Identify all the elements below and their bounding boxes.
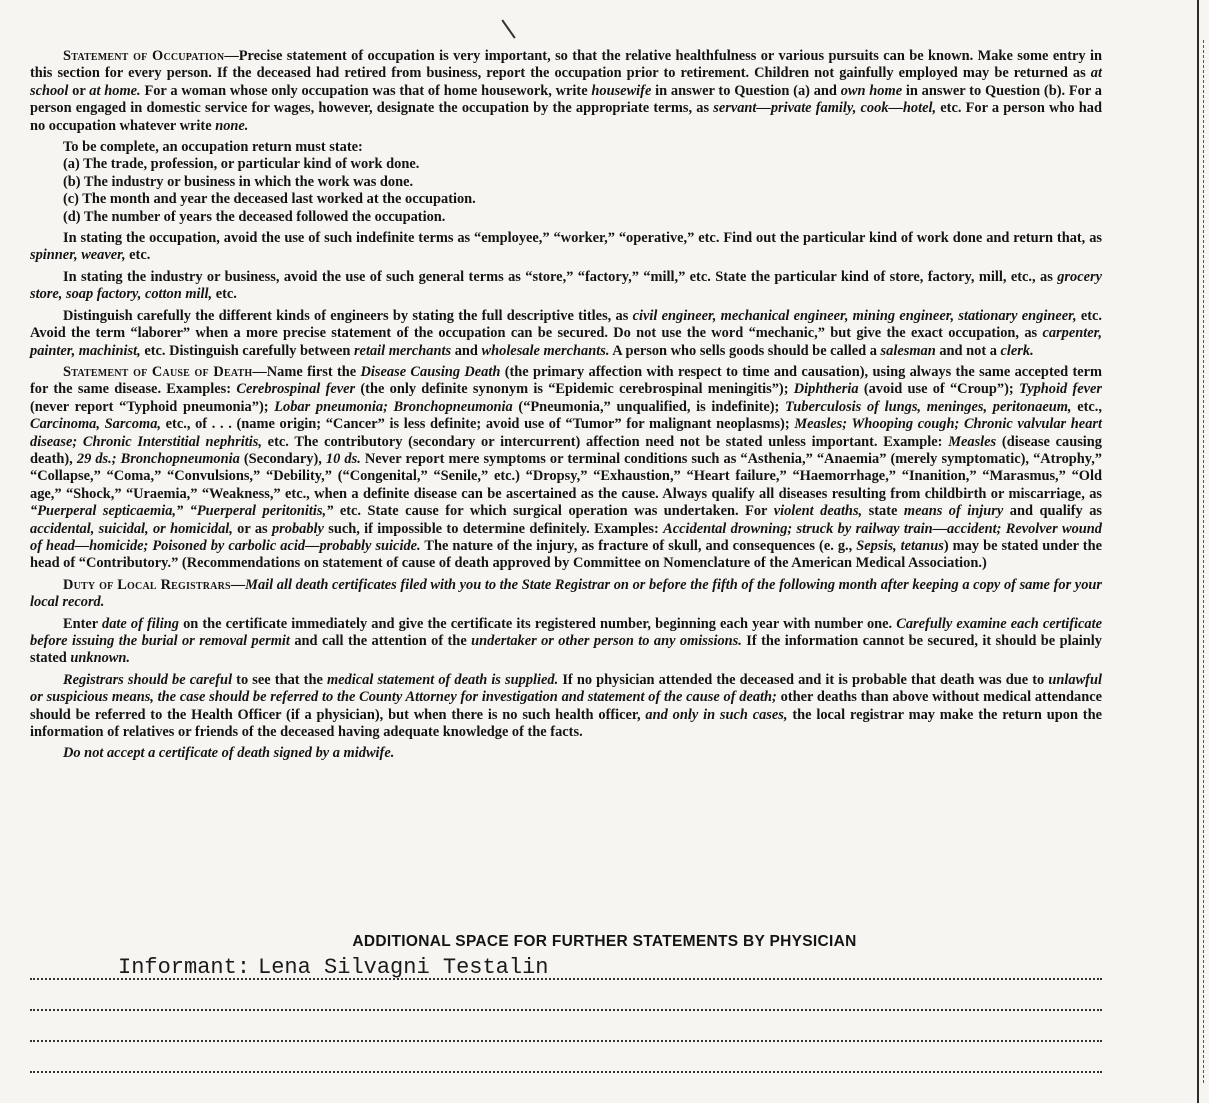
cause-of-death-paragraph: Statement of Cause of Death—Name first the Disease Causing Death (the primary affection with respect to time and causation), using always the same accepted term for the same disease. Examples: Cerebrospinal fever (the only definite synonym is “Epidemic cerebrospinal meningitis”); Diphtheria (avoid use of “Croup”); Typhoid fever (never report “Typhoid pneumonia”); Lobar pneumonia; Bronchopneumonia (“Pneumonia,” unqualified, is indefinite); Tuberculosis of lungs, meninges, peritonaeum, etc., Carcinoma, Sarcoma, etc., of . . . (name origin; “Cancer” is less definite; avoid use of “Tumor” for malignant neoplasms); Measles; Whooping cough; Chronic valvular heart disease; Chronic Interstitial nephritis, etc. The contributory (secondary or intercurrent) affection need not be stated unless important. Example: Measles (disease causing death), 29 ds.; Bronchopneumonia (Secondary), 10 ds. Never report mere symptoms or terminal conditions such as “Asthenia,” “Anaemia” (merely symptomatic), “Atrophy,” “Collapse,” “Coma,” “Convulsions,” “Debility,” (“Congenital,” “Senile,” etc.) “Dropsy,” “Exhaustion,” “Heart failure,” “Haemorrhage,” “Inanition,” “Marasmus,” “Old age,” “Shock,” “Uraemia,” “Weakness,” etc., when a definite disease can be ascertained as the cause. Always qualify all diseases resulting from childbirth or miscarriage, as “Puerperal septicaemia,” “Puerperal peritonitis,” etc. State cause for which surgical operation was undertaken. For violent deaths, state means of injury and qualify as accidental, suicidal, or homicidal, or as probably such, if impossible to determine definitely. Examples: Accidental drowning; struck by railway train—accident; Revolver wound of head—homicide; Poisoned by carbolic acid—probably suicide. The nature of the injury, as fracture of skull, and consequences (e. g., Sepsis, tetanus) may be stated under the head of “Contributory.” (Recommendations on statement of cause of death approved by Committee on Nomenclature of the American Medical Association.) [30,363,1103,572]
instructions-text [30,48,1102,767]
page-border-dashed [1203,40,1205,1083]
occupation-paragraph: Statement of Occupation—Precise statement of occupation is very important, so that the relative healthfulness or various pursuits can be known. Make some entry in this section for every person. If the deceased had retired from business, report the occupation prior to retirement. Children not gainfully employed may be returned as at school or at home. For a woman whose only occupation was that of home housework, write housewife in answer to Question (a) and own home in answer to Question (b). For a person engaged in domestic service for wages, however, designate the occupation by the appropriate terms, as servant—private family, cook—hotel, etc. For a person who had no occupation whatever write none. [30,48,1102,134]
duty-heading: Duty of Local Registrars [63,576,231,593]
informant-label: Informant: [118,955,251,980]
industry-paragraph: In stating the industry or business, avoid the use of such general terms as “store,” “factory,” “mill,” etc. State the particular kind of store, factory, mill, etc., as grocery store, soap factory, cotton mill, etc. [30,268,1102,303]
physician-line-2 [30,1009,1102,1011]
physician-line-3 [30,1040,1102,1042]
medical-statement-paragraph: Registrars should be careful to see that the medical statement of death is supplied. If no physician attended the deceased and it is probable that death was due to unlawful or suspicious means, the case should be referred to the County Attorney for investigation and statement of the cause of death; other deaths than above without medical attendance should be referred to the Health Officer (if a physician), but when there is no such health officer, and only in such cases, the local registrar may make the return upon the information of relatives or friends of the deceased having adequate knowledge of the facts. [30,671,1102,741]
physician-line-1 [30,978,1102,980]
indefinite-terms-paragraph: In stating the occupation, avoid the use of such indefinite terms as “employee,” “worker,” “operative,” etc. Find out the particular kind of work done and return that, as spinner, weaver, etc. [30,230,1102,264]
cause-heading: Statement of Cause of Death [63,363,253,380]
informant-name: Lena Silvagni Testalin [258,955,549,980]
scan-mark [501,3,538,38]
informant-entry [118,955,548,980]
list-item: (c) The month and year the deceased last worked at the occupation. [63,191,476,208]
list-item: (a) The trade, profession, or particular kind of work done. [63,156,420,173]
list-item: (d) The number of years the deceased followed the occupation. [63,208,446,225]
date-of-filing-paragraph: Enter date of filing on the certificate immediately and give the certificate its registered number, beginning each year with number one. Carefully examine each certificate before issuing the burial or removal permit and call the attention of the undertaker or other person to any omissions. If the information cannot be secured, it should be plainly stated unknown. [30,615,1102,667]
physician-line-4 [30,1071,1102,1073]
midwife-paragraph: Do not accept a certificate of death signed by a midwife. [63,745,395,762]
engineers-paragraph: Distinguish carefully the different kinds of engineers by stating the full descriptive titles, as civil engineer, mechanical engineer, mining engineer, stationary engineer, etc. Avoid the term “laborer” when a more precise statement of the occupation can be secured. Do not use the word “mechanic,” but give the exact occupation, as carpenter, painter, machinist, etc. Distinguish carefully between retail merchants and wholesale merchants. A person who sells goods should be called a salesman and not a clerk. [30,307,1103,359]
complete-intro: To be complete, an occupation return must state: [63,139,363,156]
occupation-heading: Statement of Occupation [63,48,225,64]
occupation-requirements-list [30,156,1102,226]
physician-section-heading: ADDITIONAL SPACE FOR FURTHER STATEMENTS BY PHYSICIAN [352,933,857,950]
registrar-duty-paragraph: Duty of Local Registrars—Mail all death certificates filed with you to the State Registrar on or before the fifth of the following month after keeping a copy of same for your local record. [30,576,1102,611]
list-item: (b) The industry or business in which the work was done. [63,173,414,190]
